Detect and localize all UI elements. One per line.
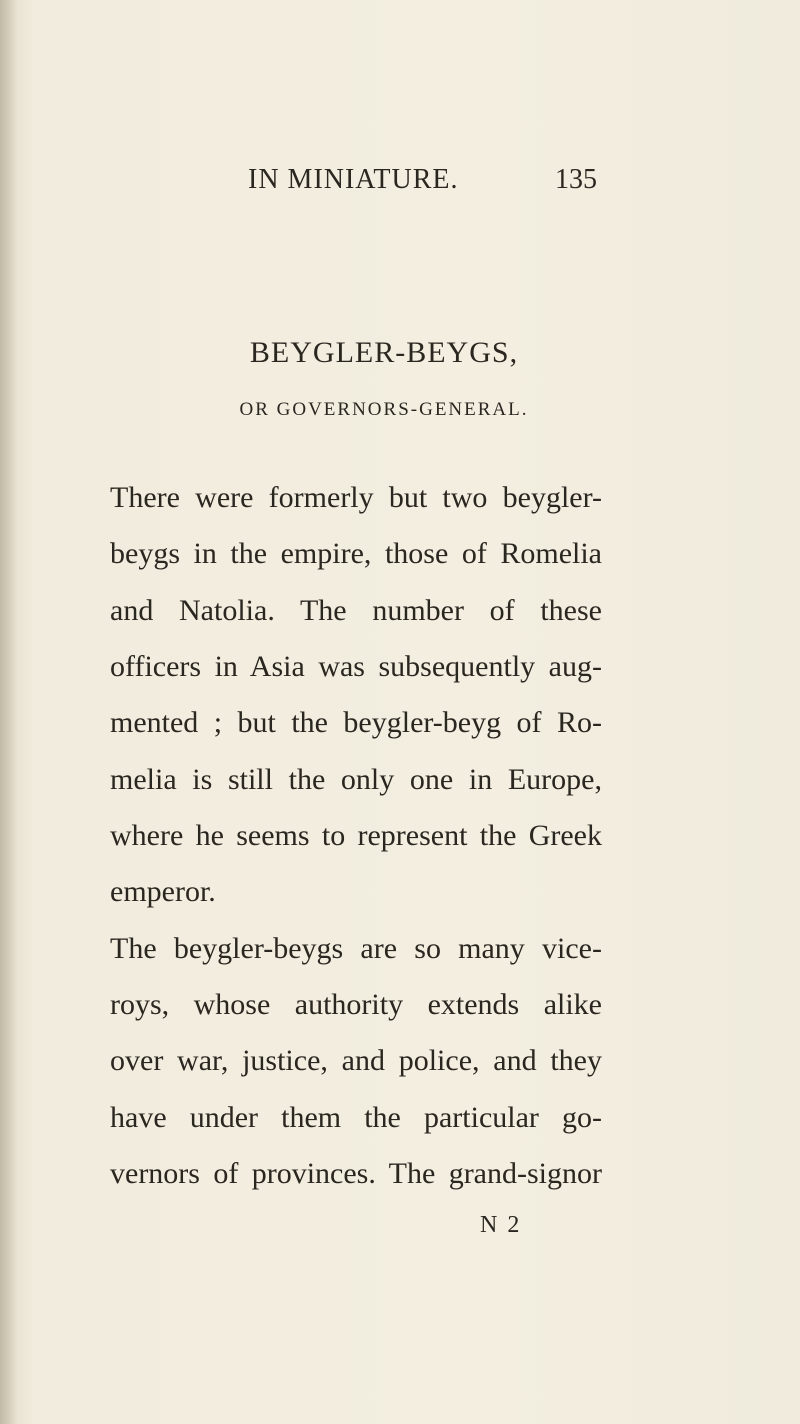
page-number: 135 [555,164,597,195]
body-line: melia is still the only one in Europe, [110,763,602,796]
signature-mark: N 2 [480,1212,522,1238]
body-line: roys, whose authority extends alike [110,988,602,1021]
body-line: vernors of provinces. The grand-signor [110,1157,602,1190]
body-line: and Natolia. The number of these [110,594,602,627]
body-line: beygs in the empire, those of Romelia [110,537,602,570]
chapter-subtitle: OR GOVERNORS-GENERAL. [239,399,529,420]
running-head [0,164,800,204]
body-line: There were formerly but two beygler- [110,481,602,514]
body-line: where he seems to represent the Greek [110,819,602,852]
body-line: over war, justice, and police, and they [110,1044,602,1077]
body-line: mented ; but the beygler-beyg of Ro- [110,706,602,739]
spine-shadow [0,0,18,1424]
running-title: IN MINIATURE. [248,164,459,195]
body-line: officers in Asia was subsequently aug- [110,650,602,683]
chapter-title: BEYGLER-BEYGS, [249,336,519,369]
body-line: have under them the particular go- [110,1101,602,1134]
body-line: emperor. [110,875,216,908]
body-line: The beygler-beygs are so many vice- [110,932,602,965]
